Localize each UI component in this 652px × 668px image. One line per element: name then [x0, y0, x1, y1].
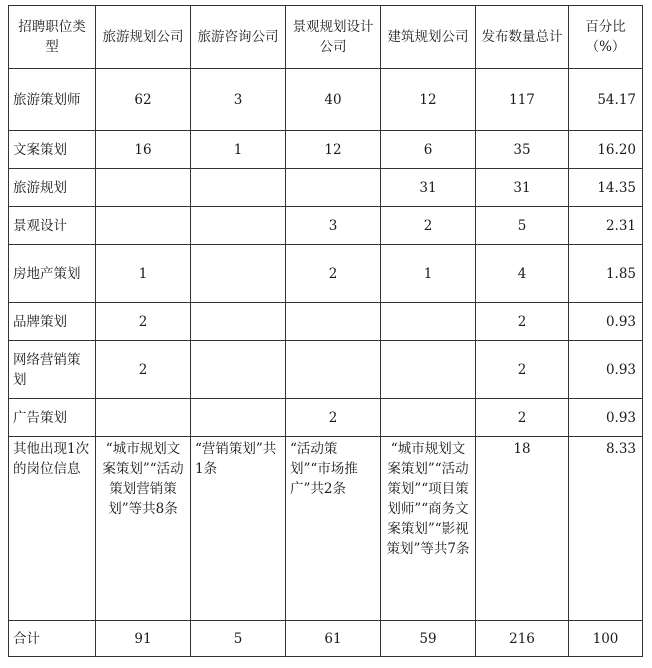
job-type-cell: 旅游策划师 [9, 69, 96, 131]
total-cell: 117 [476, 69, 569, 131]
percentage-cell: 16.20 [569, 131, 643, 169]
value-cell: 1 [381, 245, 476, 303]
value-cell: 3 [286, 207, 381, 245]
job-type-cell: 景观设计 [9, 207, 96, 245]
value-cell: 12 [286, 131, 381, 169]
table-row-other [9, 437, 643, 621]
job-type-cell: 文案策划 [9, 131, 96, 169]
total-cell: 2 [476, 303, 569, 341]
value-cell: 59 [381, 621, 476, 657]
header-percentage: 百分比（%） [569, 6, 643, 69]
percentage-cell: 54.17 [569, 69, 643, 131]
table-row [9, 131, 643, 169]
value-cell: 2 [286, 399, 381, 437]
value-cell [286, 303, 381, 341]
value-cell [381, 341, 476, 399]
value-cell: 91 [96, 621, 191, 657]
table-row [9, 207, 643, 245]
value-cell: 16 [96, 131, 191, 169]
value-cell: “城市规划文案策划”“活动策划”“项目策划师”“商务文案策划”“影视策划”等共7条 [381, 437, 476, 621]
job-type-cell: 其他出现1次的岗位信息 [9, 437, 96, 621]
header-row [9, 6, 643, 69]
header-total-count: 发布数量总计 [476, 6, 569, 69]
table-row [9, 341, 643, 399]
value-cell [96, 169, 191, 207]
header-job-type: 招聘职位类型 [9, 6, 96, 69]
value-cell [191, 207, 286, 245]
value-cell [191, 245, 286, 303]
total-cell: 31 [476, 169, 569, 207]
job-type-cell: 旅游规划 [9, 169, 96, 207]
table-row [9, 69, 643, 131]
table-row [9, 169, 643, 207]
value-cell [286, 341, 381, 399]
percentage-cell: 0.93 [569, 303, 643, 341]
percentage-cell: 1.85 [569, 245, 643, 303]
table-row-sum [9, 621, 643, 657]
percentage-cell: 0.93 [569, 399, 643, 437]
job-type-cell: 广告策划 [9, 399, 96, 437]
header-tourism-planning-company: 旅游规划公司 [96, 6, 191, 69]
total-cell: 5 [476, 207, 569, 245]
percentage-cell: 14.35 [569, 169, 643, 207]
value-cell: 1 [191, 131, 286, 169]
total-cell: 4 [476, 245, 569, 303]
value-cell: 2 [381, 207, 476, 245]
header-architecture-planning-company: 建筑规划公司 [381, 6, 476, 69]
job-type-cell: 品牌策划 [9, 303, 96, 341]
value-cell: “营销策划”共1条 [191, 437, 286, 621]
value-cell: 2 [96, 303, 191, 341]
value-cell: 2 [96, 341, 191, 399]
value-cell: 40 [286, 69, 381, 131]
value-cell [191, 341, 286, 399]
total-cell: 35 [476, 131, 569, 169]
table-row [9, 399, 643, 437]
value-cell: 1 [96, 245, 191, 303]
total-cell: 216 [476, 621, 569, 657]
value-cell: 3 [191, 69, 286, 131]
value-cell [96, 207, 191, 245]
job-type-cell: 网络营销策划 [9, 341, 96, 399]
value-cell [96, 399, 191, 437]
total-cell: 18 [476, 437, 569, 621]
header-landscape-design-company: 景观规划设计公司 [286, 6, 381, 69]
value-cell [286, 169, 381, 207]
percentage-cell: 100 [569, 621, 643, 657]
table-row [9, 245, 643, 303]
value-cell: 6 [381, 131, 476, 169]
value-cell: 31 [381, 169, 476, 207]
recruitment-table [8, 5, 643, 657]
header-tourism-consulting-company: 旅游咨询公司 [191, 6, 286, 69]
total-cell: 2 [476, 341, 569, 399]
job-type-cell: 合计 [9, 621, 96, 657]
value-cell [191, 169, 286, 207]
value-cell [191, 303, 286, 341]
value-cell: 12 [381, 69, 476, 131]
value-cell: 5 [191, 621, 286, 657]
percentage-cell: 2.31 [569, 207, 643, 245]
value-cell [381, 303, 476, 341]
percentage-cell: 8.33 [569, 437, 643, 621]
value-cell: 2 [286, 245, 381, 303]
value-cell: 61 [286, 621, 381, 657]
value-cell [191, 399, 286, 437]
value-cell: 62 [96, 69, 191, 131]
table-row [9, 303, 643, 341]
value-cell: “城市规划文案策划”“活动策划营销策划”等共8条 [96, 437, 191, 621]
job-type-cell: 房地产策划 [9, 245, 96, 303]
percentage-cell: 0.93 [569, 341, 643, 399]
total-cell: 2 [476, 399, 569, 437]
value-cell: “活动策划”“市场推广”共2条 [286, 437, 381, 621]
value-cell [381, 399, 476, 437]
